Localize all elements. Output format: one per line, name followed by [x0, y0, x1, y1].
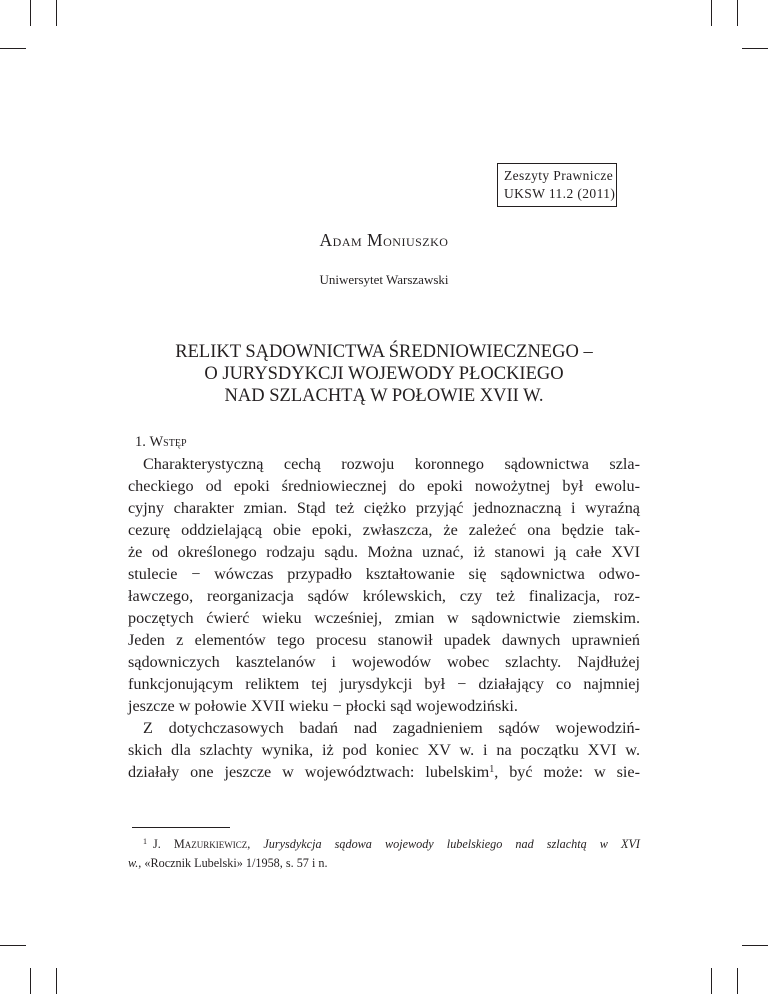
- crop-mark: [742, 48, 768, 49]
- text-line: skich dla szlachty wynika, iż pod koniec XV w. i na początku XVI w.: [128, 741, 640, 759]
- text-line: poczętych ćwierć wieku wcześniej, zmian w sądownictwie ziemskim.: [128, 609, 640, 627]
- footnote: [128, 832, 640, 873]
- crop-mark: [30, 0, 31, 26]
- text-line: Charakterystyczną cechą rozwoju koronnego sądownictwa szla-: [143, 455, 640, 473]
- crop-mark: [737, 0, 738, 26]
- crop-mark: [56, 0, 57, 26]
- footnote-line: [128, 832, 640, 854]
- text-line: [128, 761, 640, 783]
- article-title: [0, 341, 768, 407]
- text-line: jeszcze w połowie XVII wieku − płocki sąd wojewodziński.: [128, 697, 518, 715]
- journal-name: Zeszyty Prawnicze: [504, 168, 614, 183]
- crop-mark: [711, 968, 712, 994]
- text-line: sądowniczych kasztelanów i wojewodów wobec szlachty. Najdłużej: [128, 653, 640, 671]
- title-line: NAD SZLACHTĄ W POŁOWIE XVII W.: [224, 386, 544, 406]
- crop-mark: [742, 945, 768, 946]
- footnote-line: [128, 854, 640, 873]
- footnote-separator: ,: [247, 837, 264, 851]
- text-line: Z dotychczasowych badań nad zagadnieniem sądów wojewodziń-: [143, 719, 640, 737]
- crop-mark: [737, 968, 738, 994]
- text-line: checkiego od epoki średniowiecznej do epoki nowożytnej był ewolu-: [128, 477, 640, 495]
- author-name: Adam Moniuszko: [319, 230, 449, 250]
- footnote-title: Jurysdykcja sądowa wojewody lubelskiego nad szlachtą w XVI: [263, 837, 640, 851]
- footnote-title-cont: w.: [128, 856, 139, 870]
- author-affiliation: Uniwersytet Warszawski: [319, 272, 449, 287]
- journal-volume: UKSW 11.2 (2011): [504, 186, 616, 201]
- footnote-source: , «Rocznik Lubelski» 1/1958, s. 57 i n.: [138, 856, 328, 870]
- title-line: RELIKT SĄDOWNICTWA ŚREDNIOWIECZNEGO –: [175, 342, 593, 362]
- crop-mark: [0, 945, 26, 946]
- text-line: że od określonego rodzaju sądu. Można uznać, iż stanowi ją całe XVI: [128, 543, 640, 561]
- crop-mark: [30, 968, 31, 994]
- footnote-rule: [132, 827, 230, 828]
- text-segment: , być może: w sie-: [494, 763, 640, 781]
- body-text: [128, 453, 640, 783]
- crop-mark: [0, 48, 26, 49]
- text-line: Jeden z elementów tego procesu stanowił upadek dawnych uprawnień: [128, 631, 640, 649]
- section-number: 1.: [135, 434, 146, 450]
- text-segment: działały one jeszcze w województwach: lubelskim: [128, 763, 490, 781]
- text-line: ławczego, reorganizacja sądów królewskich, czy też finalizacja, roz-: [128, 587, 640, 605]
- text-line: funkcjonującym reliktem tej jurysdykcji był − działający co najmniej: [128, 675, 640, 693]
- crop-mark: [711, 0, 712, 26]
- text-line: cezurę oddzielającą obie epoki, zwłaszcza, że zależeć ona będzie tak-: [128, 521, 640, 539]
- text-line: cyjny charakter zmian. Stąd też ciężko przyjąć jednoznaczną i wyraźną: [128, 499, 640, 517]
- section-heading: [135, 434, 187, 451]
- footnote-reference[interactable]: 1: [489, 764, 495, 775]
- section-name: Wstęp: [149, 434, 187, 450]
- text-line: stulecie − wówczas przypadło kształtowanie się sądownictwa odwo-: [128, 565, 640, 583]
- footnote-author: J. Mazurkiewicz: [153, 837, 248, 851]
- crop-mark: [56, 968, 57, 994]
- title-line: O JURYSDYKCJI WOJEWODY PŁOCKIEGO: [204, 364, 564, 384]
- journal-info-box: [497, 163, 617, 207]
- footnote-mark: 1: [143, 837, 147, 846]
